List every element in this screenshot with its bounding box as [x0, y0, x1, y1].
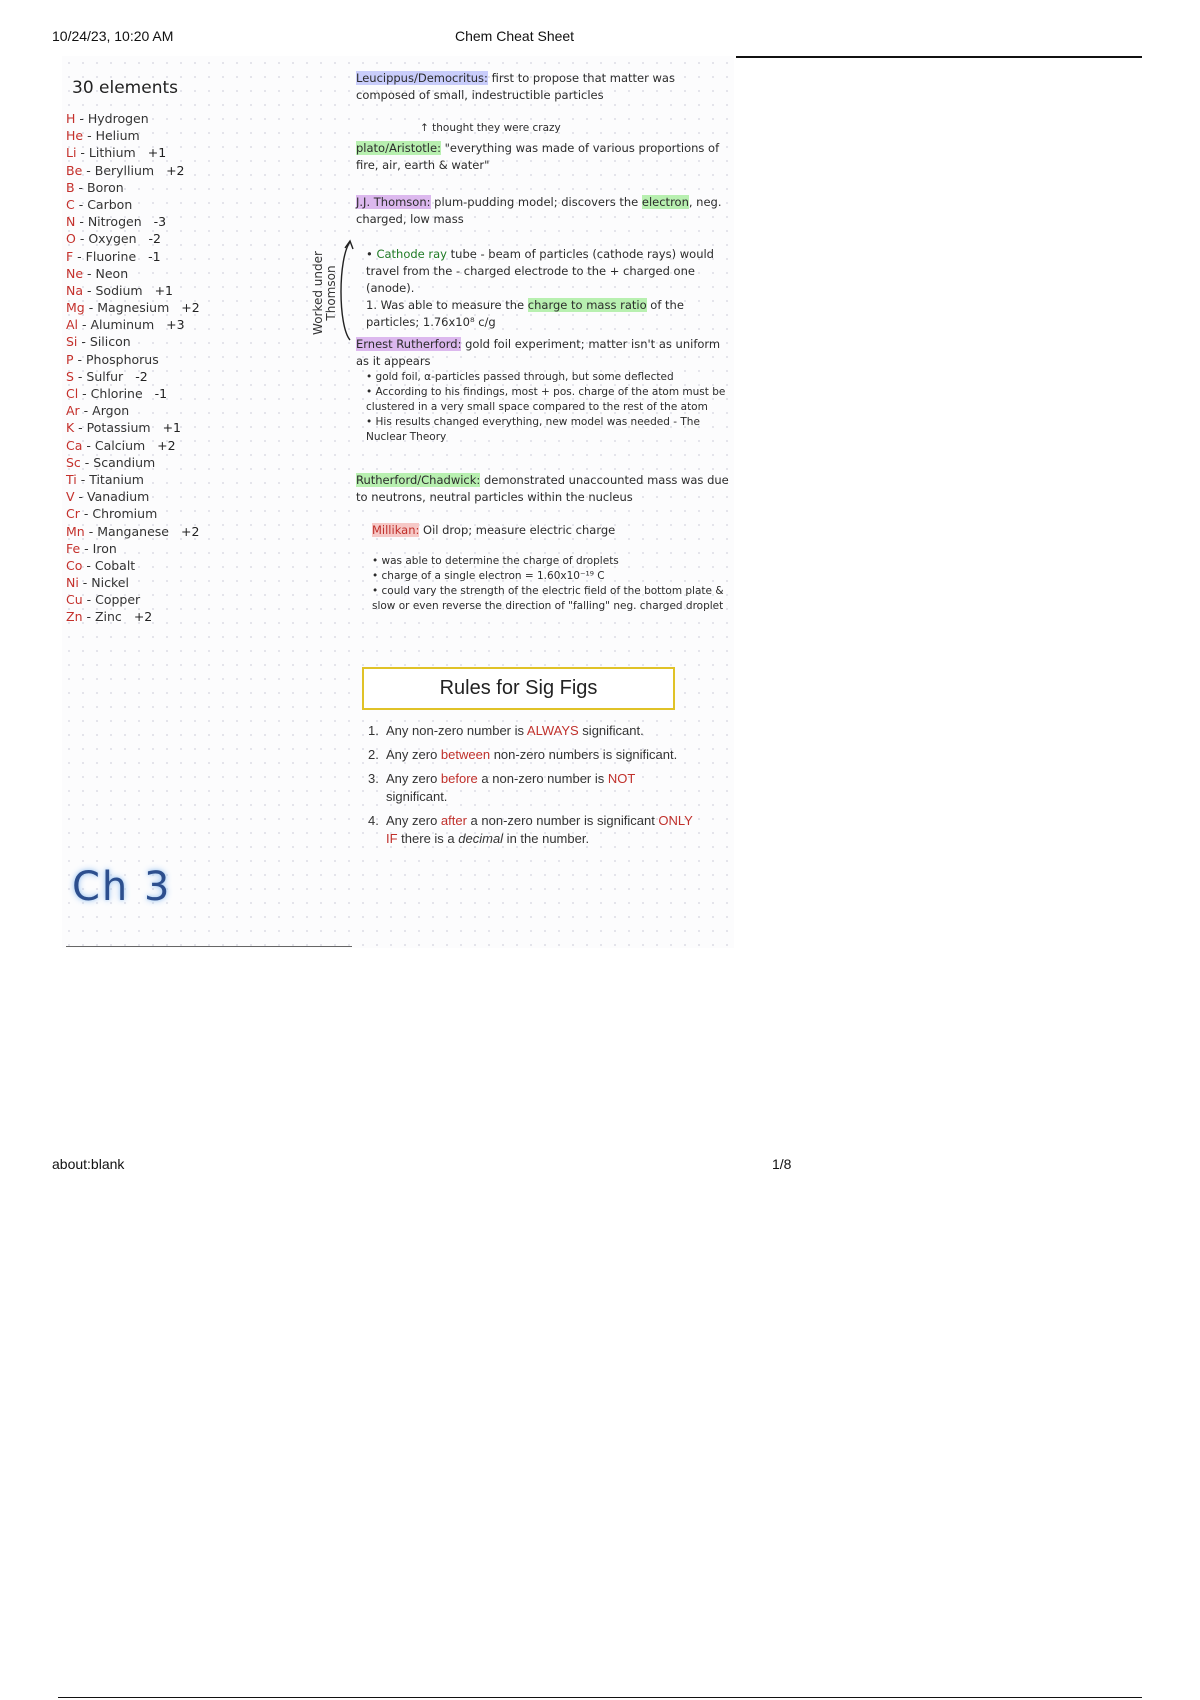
rule-number: 2.	[368, 747, 379, 762]
element-symbol: K	[66, 420, 75, 436]
element-separator: -	[73, 248, 86, 264]
element-name: Helium	[95, 128, 140, 144]
element-item	[66, 608, 200, 625]
sig-figs-rule	[368, 812, 698, 848]
element-separator: -	[79, 506, 93, 522]
element-name: Calcium	[94, 437, 146, 453]
element-name: Manganese	[97, 523, 169, 539]
element-separator: -	[75, 111, 88, 126]
element-item	[66, 505, 200, 522]
element-charge: -2	[135, 368, 148, 384]
rutherford-name: Ernest Rutherford:	[356, 337, 462, 351]
element-charge: -3	[153, 214, 167, 230]
element-item	[66, 402, 200, 419]
bracket-arrow-icon	[336, 236, 356, 348]
element-separator: -	[74, 196, 88, 212]
element-charge: -2	[148, 231, 161, 247]
element-symbol: P	[66, 351, 74, 367]
thomson-electron: electron	[641, 195, 689, 209]
rule-text: there is a	[397, 831, 459, 846]
chadwick-text: demonstrated unaccounted mass was due to neutrons, neutral particles within the nucleus	[356, 473, 729, 504]
element-separator: -	[84, 523, 98, 539]
element-separator: -	[78, 575, 92, 591]
sig-figs-rule	[368, 722, 698, 740]
element-separator: -	[73, 368, 87, 384]
leucippus-text: first to propose that matter was composed of small, indestructible particles	[356, 71, 675, 102]
element-item	[66, 591, 200, 608]
element-name: Sulfur	[86, 368, 124, 384]
element-charge: +2	[133, 609, 153, 625]
rutherford-bullet-3: His results changed everything, new model was needed - The Nuclear Theory	[366, 416, 700, 443]
element-item	[66, 179, 200, 196]
plato-aside	[420, 120, 620, 137]
rutherford-text: gold foil experiment; matter isn't as uniform as it appears	[356, 337, 721, 368]
element-item	[66, 282, 200, 299]
element-symbol: Cr	[66, 506, 80, 522]
element-item	[66, 557, 200, 574]
element-item	[66, 454, 200, 471]
element-symbol: Be	[66, 162, 83, 178]
cathode-measure-line: 1. Was able to measure the charge to mass ratio of the particles; 1.76x10⁸ c/g	[366, 298, 684, 329]
element-separator: -	[74, 420, 87, 436]
element-name: Hydrogen	[87, 111, 149, 126]
element-symbol: Ne	[66, 265, 84, 281]
cathode-text: tube - beam of particles (cathode rays) would travel from the - charged electrode to the + charged one (anode).	[366, 247, 714, 295]
element-separator: -	[83, 265, 96, 281]
millikan-bullet-3: could vary the strength of the electric field of the bottom plate & slow or even reverse the direction of "falling" neg. charged droplet	[372, 585, 724, 612]
element-item	[66, 574, 200, 591]
element-item	[66, 540, 200, 557]
element-item	[66, 437, 200, 454]
rutherford-bullet-1: gold foil, α-particles passed through, but some deflected	[375, 371, 674, 383]
element-symbol: Cu	[66, 592, 83, 608]
rule-text: Any zero	[386, 747, 441, 762]
rule-text: a non-zero number is significant	[466, 813, 659, 828]
element-item	[66, 368, 200, 385]
page-number: 1/8	[772, 1156, 792, 1172]
rule-text: a non-zero number is	[477, 771, 608, 786]
element-symbol: Mn	[66, 523, 85, 539]
element-charge: +2	[166, 162, 185, 178]
cathode-measure: Was able to measure the	[380, 298, 525, 312]
element-separator: -	[78, 317, 91, 333]
element-name: Carbon	[87, 196, 133, 212]
element-name: Silicon	[89, 334, 131, 350]
element-symbol: C	[66, 196, 75, 212]
element-name: Nickel	[91, 575, 129, 591]
element-name: Lithium	[88, 145, 136, 161]
element-symbol: Ti	[66, 471, 77, 487]
footer-divider	[58, 1697, 1142, 1698]
element-name: Nitrogen	[87, 214, 142, 230]
rule-text: Any zero	[386, 813, 441, 828]
rule-text: non-zero numbers is significant.	[490, 747, 678, 762]
element-separator: -	[76, 471, 90, 487]
element-name: Titanium	[89, 471, 144, 487]
document-title: Chem Cheat Sheet	[455, 28, 575, 44]
element-symbol: He	[66, 128, 84, 144]
element-name: Fluorine	[85, 248, 137, 264]
chadwick-note	[356, 472, 736, 506]
element-separator: -	[75, 214, 88, 230]
cathode-note: • Cathode ray tube - beam of particles (cathode rays) would travel from the - charged electrode to the + charged one (anode). 1. Was able to measure the charge to mass ratio of the particles; 1.76x10⁸ c/g	[366, 247, 714, 329]
element-symbol: Al	[66, 317, 79, 333]
element-separator: -	[75, 231, 89, 247]
rule-text: in the number.	[503, 831, 590, 846]
element-item	[66, 230, 200, 247]
element-separator: -	[84, 300, 98, 316]
rule-emphasis: before	[440, 771, 478, 786]
millikan-bullet-2: charge of a single electron = 1.60x10⁻¹⁹ C	[381, 570, 605, 582]
element-charge: -1	[154, 386, 168, 401]
element-item	[66, 162, 200, 179]
element-symbol: Mg	[66, 300, 85, 316]
rule-emphasis: NOT	[607, 771, 636, 786]
rule-number: 4.	[368, 813, 379, 828]
element-symbol: Fe	[66, 540, 81, 556]
element-item	[66, 333, 200, 350]
element-item	[66, 248, 200, 265]
element-name: Zinc	[94, 609, 122, 625]
element-name: Oxygen	[88, 231, 137, 247]
up-arrow-icon: ↑	[420, 122, 429, 134]
element-symbol: F	[66, 248, 74, 264]
element-symbol: B	[66, 179, 75, 195]
element-charge: +1	[154, 282, 174, 298]
rule-text: Any non-zero number is	[386, 723, 527, 738]
element-name: Argon	[92, 403, 130, 419]
millikan-note	[372, 522, 736, 539]
element-symbol: H	[66, 111, 76, 126]
element-charge: -1	[148, 248, 161, 264]
element-item	[66, 299, 200, 316]
elements-heading: 30 elements	[72, 78, 178, 98]
element-name: Magnesium	[97, 300, 170, 316]
element-separator: -	[77, 334, 90, 350]
element-symbol: Cl	[66, 386, 79, 401]
rutherford-bullet-2: According to his findings, most + pos. charge of the atom must be clustered in a very small space compared to the rest of the atom	[366, 386, 726, 413]
worked-under-text: Worked under Thomson	[311, 251, 338, 335]
cathode-ratio-tail: of the particles; 1.76x10⁸ c/g	[366, 298, 684, 329]
element-item	[66, 127, 200, 144]
sig-figs-rule	[368, 746, 698, 764]
millikan-name: Millikan:	[372, 523, 420, 537]
element-separator: -	[76, 145, 89, 161]
element-item	[66, 196, 200, 213]
element-symbol: N	[66, 214, 76, 230]
rule-text: significant.	[578, 723, 644, 738]
element-item	[66, 351, 200, 368]
element-charge: +2	[157, 437, 176, 453]
sig-figs-rule	[368, 770, 698, 806]
rule-text: significant.	[386, 789, 448, 804]
element-separator: -	[74, 179, 88, 195]
element-name: Beryllium	[94, 162, 155, 178]
leucippus-note	[356, 70, 736, 104]
element-separator: -	[82, 592, 96, 608]
plato-text: "everything was made of various proportions of fire, air, earth & water"	[356, 141, 720, 172]
millikan-text: Oil drop; measure electric charge	[423, 523, 616, 537]
millikan-bullet-1: was able to determine the charge of droplets	[381, 555, 619, 567]
rule-number: 3.	[368, 771, 379, 786]
sig-figs-rules	[368, 722, 698, 854]
element-symbol: Sc	[66, 454, 81, 470]
print-datetime: 10/24/23, 10:20 AM	[52, 28, 174, 44]
element-item	[66, 488, 200, 505]
element-name: Phosphorus	[86, 351, 159, 367]
element-name: Iron	[92, 540, 117, 556]
thomson-text: plum-pudding model; discovers the	[434, 195, 639, 209]
element-separator: -	[80, 540, 93, 556]
element-name: Vanadium	[87, 489, 150, 505]
sig-figs-title: Rules for Sig Figs	[439, 677, 598, 699]
cathode-label: Cathode ray	[376, 247, 447, 261]
plato-aside-text: thought they were crazy	[432, 122, 561, 134]
element-item	[66, 265, 200, 282]
element-separator: -	[83, 128, 96, 144]
rutherford-note	[356, 336, 736, 370]
rutherford-bullets: • gold foil, α-particles passed through, but some deflected • According to his findings, most + pos. charge of the atom must be clustered in a very small space compared to the rest of the atom • His results changed everything, new model was needed - The Nuclear Theory	[366, 371, 726, 443]
chapter-label: Ch 3	[72, 864, 172, 910]
element-separator: -	[80, 454, 94, 470]
header-divider	[736, 56, 1142, 58]
rule-emphasis: between	[440, 747, 491, 762]
element-name: Neon	[95, 265, 129, 281]
element-name: Aluminum	[90, 317, 155, 333]
rule-emphasis: ONLY IF	[386, 813, 693, 846]
rule-italic: decimal	[458, 831, 504, 846]
element-item	[66, 385, 200, 402]
element-item	[66, 110, 200, 127]
element-item	[66, 316, 200, 333]
element-separator: -	[79, 403, 93, 419]
element-symbol: Si	[66, 334, 78, 350]
element-name: Sodium	[95, 282, 143, 298]
element-separator: -	[83, 282, 96, 298]
element-separator: -	[73, 351, 87, 367]
element-item	[66, 144, 200, 161]
element-symbol: Li	[66, 145, 77, 161]
element-item	[66, 523, 200, 540]
thomson-name: J.J. Thomson:	[356, 195, 431, 209]
element-item	[66, 471, 200, 488]
element-symbol: Co	[66, 557, 83, 573]
element-symbol: V	[66, 489, 75, 505]
element-separator: -	[74, 489, 88, 505]
element-charge: +1	[147, 145, 167, 161]
element-item	[66, 419, 200, 436]
element-name: Boron	[87, 179, 124, 195]
element-name: Chlorine	[90, 386, 143, 401]
element-symbol: Na	[66, 282, 84, 298]
element-name: Cobalt	[94, 557, 136, 573]
element-separator: -	[82, 162, 95, 178]
element-separator: -	[82, 557, 95, 573]
cathode-ratio: charge to mass ratio	[527, 298, 647, 312]
thomson-text-2: , neg. charged, low mass	[356, 195, 722, 226]
element-separator: -	[82, 437, 95, 453]
element-name: Chromium	[92, 506, 158, 522]
element-name: Scandium	[93, 454, 156, 470]
element-charge: +2	[181, 300, 200, 316]
millikan-bullets: • was able to determine the charge of droplets • charge of a single electron = 1.60x10⁻¹⁹ C • could vary the strength of the electric field of the bottom plate & slow or even reverse the direction of "falling" neg. charged droplet	[372, 555, 724, 612]
chadwick-name: Rutherford/Chadwick:	[356, 473, 481, 487]
print-url: about:blank	[52, 1156, 125, 1172]
element-symbol: Ca	[66, 437, 83, 453]
rule-number: 1.	[368, 723, 379, 738]
thomson-note	[356, 194, 736, 228]
element-name: Potassium	[86, 420, 151, 436]
plato-name: plato/Aristotle:	[356, 141, 441, 155]
worked-under-note	[312, 232, 336, 352]
element-item	[66, 213, 200, 230]
sig-figs-heading-box	[362, 667, 675, 710]
element-separator: -	[82, 609, 95, 625]
element-name: Copper	[95, 592, 141, 608]
rule-text: Any zero	[386, 771, 441, 786]
rule-emphasis: after	[440, 813, 467, 828]
rule-emphasis: ALWAYS	[526, 723, 579, 738]
element-separator: -	[78, 386, 91, 401]
element-charge: +2	[180, 523, 200, 539]
element-symbol: S	[66, 368, 74, 384]
elements-list	[66, 110, 200, 626]
element-symbol: Zn	[66, 609, 83, 625]
plato-note	[356, 140, 736, 174]
element-symbol: Ar	[66, 403, 80, 419]
element-symbol: Ni	[66, 575, 79, 591]
element-symbol: O	[66, 231, 76, 247]
left-column-divider	[66, 946, 352, 947]
element-charge: +3	[166, 317, 185, 333]
leucippus-name: Leucippus/Democritus:	[356, 71, 488, 85]
element-charge: +1	[162, 420, 182, 436]
